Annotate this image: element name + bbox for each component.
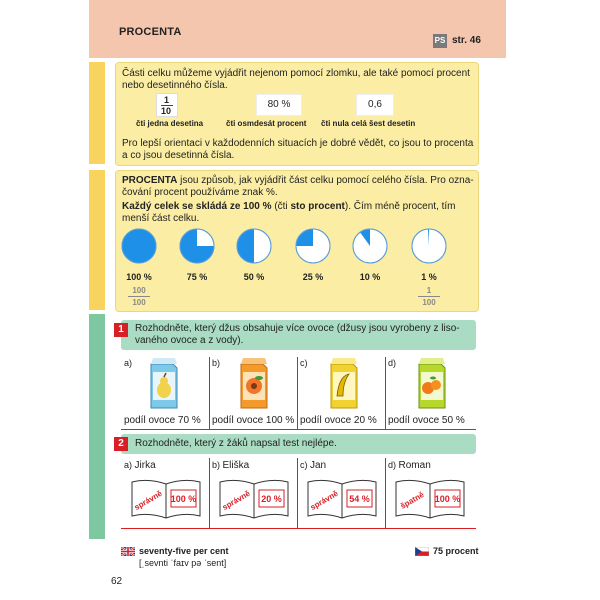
pie-chart <box>351 227 389 265</box>
page-header <box>89 0 506 58</box>
fraction-card <box>156 93 178 117</box>
pie-chart <box>410 227 448 265</box>
divider <box>121 429 476 430</box>
pie-chart <box>120 227 158 265</box>
fraction-denominator: 100 <box>132 298 146 307</box>
pie-item <box>351 227 389 270</box>
pronunciation: [ˌsevnti ˈfaɪv pə ˈsent] <box>139 558 227 568</box>
juice-caption: podíl ovoce 50 % <box>388 415 465 426</box>
task-1-text-2: vaného ovoce a z vody). <box>135 335 244 346</box>
ps-badge: PS <box>433 34 447 48</box>
juice-caption: podíl ovoce 20 % <box>300 415 377 426</box>
pie-label: 75 % <box>186 272 208 282</box>
student-name: b) Eliška <box>212 460 250 471</box>
open-book-icon <box>306 476 378 522</box>
divider <box>297 458 298 528</box>
pie-item <box>120 227 158 270</box>
intro-line-2: nebo desetinného čísla. <box>122 80 228 91</box>
juice-caption: podíl ovoce 70 % <box>124 415 201 426</box>
fraction-denominator: 10 <box>161 106 172 116</box>
divider <box>385 357 386 429</box>
pie-item <box>178 227 216 270</box>
divider <box>385 458 386 528</box>
pie-item <box>410 227 448 270</box>
task-1-text-1: Rozhodněte, který džus obsahuje více ovoce (džusy jsou vyrobeny z liso- <box>135 323 460 334</box>
juice-carton-pear-icon <box>147 358 181 410</box>
pie-chart <box>235 227 273 265</box>
stamp-text: správně <box>308 488 340 513</box>
task-2-text: Rozhodněte, který z žáků napsal test nejlépe. <box>135 438 337 449</box>
pie-label: 100 % <box>126 272 152 282</box>
divider <box>209 357 210 429</box>
czech-phrase: 75 procent <box>433 546 479 556</box>
textbook-page <box>89 0 506 600</box>
divider <box>121 528 476 529</box>
juice-carton-banana-icon <box>327 358 361 410</box>
decimal-example: 0,6 <box>356 94 394 116</box>
pie-label: 10 % <box>359 272 381 282</box>
term-procenta: PROCENTA <box>122 175 178 186</box>
score-text: 100 % <box>434 494 461 504</box>
stamp-text: správně <box>132 488 164 513</box>
note-line-2: a co jsou desetinná čísla. <box>122 150 235 161</box>
juice-carton-orange-icon <box>415 358 449 410</box>
option-letter: a) <box>124 358 133 368</box>
pie-label: 1 % <box>421 272 437 282</box>
yellow-strip <box>89 62 105 164</box>
student-name: a) Jirka <box>124 460 156 471</box>
definition-text: jsou způsob, jak vyjádřit část celku pomocí celého čísla. Pro ozna- <box>177 175 474 186</box>
option-letter: b) <box>212 358 221 368</box>
pie-chart <box>294 227 332 265</box>
score-text: 20 % <box>261 494 282 504</box>
pie-label: 50 % <box>243 272 265 282</box>
juice-carton-peach-icon <box>237 358 271 410</box>
option-letter: d) <box>388 358 397 368</box>
pie-fraction <box>124 286 154 307</box>
note-line-1: Pro lepší orientaci v každodenních situacích je dobré vědět, co jsou to procenta <box>122 138 474 149</box>
pie-item <box>294 227 332 270</box>
fraction-numerator: 1 <box>164 95 170 105</box>
page-title: PROCENTA <box>119 26 182 38</box>
open-book-icon <box>130 476 202 522</box>
stamp-text: špatně <box>398 490 426 511</box>
rule-rest: ). Čím méně procent, tím <box>344 201 456 212</box>
score-text: 54 % <box>349 494 370 504</box>
rule-mid: (čti <box>271 201 291 212</box>
info-box-fractions <box>115 62 479 166</box>
green-strip <box>89 314 105 539</box>
pie-item <box>235 227 273 270</box>
info-box-percent <box>115 170 479 312</box>
rule-bold-1: Každý celek se skládá ze 100 % <box>122 201 272 212</box>
divider <box>209 458 210 528</box>
pie-slice <box>237 229 254 263</box>
page-reference: str. 46 <box>452 35 481 46</box>
percent-example: 80 % <box>256 94 302 116</box>
task-number-1: 1 <box>114 323 128 337</box>
rule-line-2: menší část celku. <box>122 213 200 224</box>
student-name: c) Jan <box>300 460 327 471</box>
pie-chart <box>178 227 216 265</box>
decimal-caption: čti nula celá šest desetin <box>321 119 416 128</box>
intro-line-1: Části celku můžeme vyjádřit nejenom pomocí zlomku, ale také pomocí procent <box>122 68 470 79</box>
page-number: 62 <box>111 576 123 587</box>
english-phrase: seventy-five per cent <box>139 546 229 556</box>
czech-flag-icon <box>415 547 429 556</box>
task-1-bar <box>118 320 476 350</box>
rule-bold-2: sto procent <box>290 201 345 212</box>
open-book-icon <box>394 476 466 522</box>
stamp-text: správně <box>220 488 252 513</box>
divider <box>297 357 298 429</box>
score-text: 100 % <box>170 494 197 504</box>
percent-caption: čti osmdesát procent <box>226 119 307 128</box>
task-number-2: 2 <box>114 437 128 451</box>
pie-fraction <box>414 286 444 307</box>
fraction-caption: čti jedna desetina <box>136 119 204 128</box>
option-letter: c) <box>300 358 308 368</box>
fraction-denominator: 100 <box>422 298 436 307</box>
definition-line-2: čování procent používáme znak %. <box>122 187 278 198</box>
fraction-numerator: 100 <box>132 286 146 295</box>
pie-label: 25 % <box>302 272 324 282</box>
uk-flag-icon <box>121 547 135 556</box>
yellow-strip <box>89 170 105 310</box>
fraction-numerator: 1 <box>426 286 432 295</box>
task-2-bar <box>118 434 476 454</box>
juice-caption: podíl ovoce 100 % <box>212 415 295 426</box>
student-name: d) Roman <box>388 460 431 471</box>
open-book-icon <box>218 476 290 522</box>
